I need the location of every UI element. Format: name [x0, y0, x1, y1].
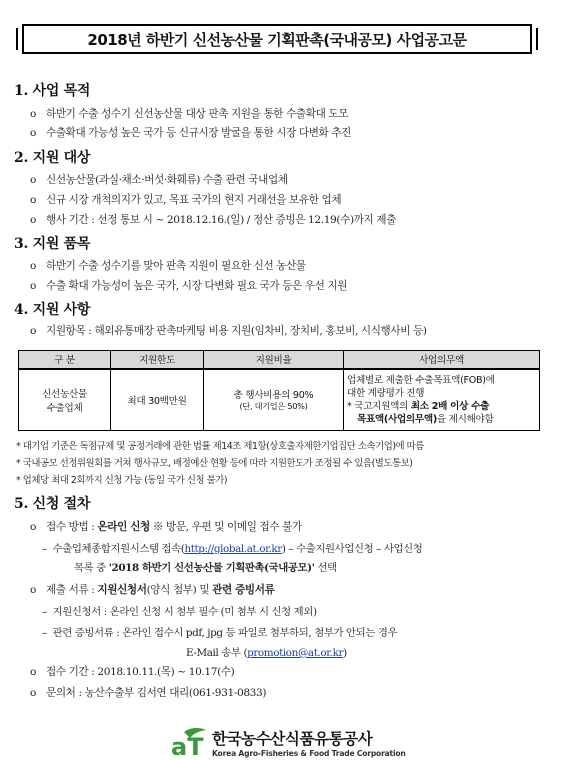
table-cell-limit: 최대 30백만원 [111, 369, 204, 431]
bullet-item: ο 수출확대 가능성 높은 국가 등 신규시장 발굴을 통한 시장 다변화 추진 [30, 127, 352, 139]
section-heading-procedure: 5. 신청 절차 [14, 496, 91, 512]
footnote: * 국내공모 선정위원회를 거쳐 행사규모, 배정예산 현황 등에 따라 지원한도가 조정될 수 있음(별도통보) [16, 458, 413, 469]
procedure-docs-detail: – 관련 증빙서류 : 온라인 접수시 pdf, jpg 등 파일로 첨부하되, 첨부가 안되는 경우 [42, 627, 398, 639]
section-heading-target: 2. 지원 대상 [14, 150, 91, 166]
footnote: * 대기업 기준은 독점규제 및 공정거래에 관한 법률 제14조 제1항(상호출자제한기업집단 소속기업)에 따름 [16, 441, 424, 452]
bullet-item: ο 행사 기간 : 선정 통보 시 ~ 2018.12.16.(일) / 정산 증빙은 12.19(수)까지 제출 [30, 214, 396, 226]
promotion-email-link[interactable]: promotion@at.or.kr [247, 647, 344, 659]
procedure-docs-detail: – 지원신청서 : 온라인 신청 시 첨부 필수 (미 첨부 시 신청 제외) [42, 606, 317, 618]
global-site-link[interactable]: http://global.at.or.kr [184, 543, 282, 555]
table-header-cell: 구 분 [19, 351, 111, 369]
bullet-item: ο 신규 시장 개척의지가 있고, 목표 국가의 현지 거래선을 보유한 업체 [30, 194, 342, 206]
footnote: * 업체당 최대 2회까지 신청 가능 (동일 국가 신청 불가) [16, 475, 228, 486]
procedure-docs: ο 제출 서류 : 지원신청서(양식 첨부) 및 관련 증빙서류 [30, 584, 275, 596]
logo-mark-text: aT [171, 733, 204, 758]
support-table [18, 350, 540, 431]
table-header-row [19, 351, 540, 369]
bullet-item: ο 수출 확대 가능성이 높은 국가, 시장 다변화 필요 국가 등은 우선 지원 [30, 280, 348, 292]
procedure-method-detail-cont: 목록 중 '2018 하반기 신선농산물 기획판촉(국내공모)' 선택 [74, 562, 337, 574]
procedure-period: ο 접수 기간 : 2018.10.11.(목) ~ 10.17(수) [30, 666, 235, 678]
table-header-cell: 사업의무액 [344, 351, 540, 369]
page-title [22, 24, 532, 54]
bullet-item: ο 지원항목 : 해외유통매장 판촉마케팅 비용 지원(임차비, 장치비, 홍보비, 시식행사비 등) [30, 325, 427, 337]
table-row [19, 369, 540, 431]
bullet-item: ο 하반기 수출 성수기를 맞아 판촉 지원이 필요한 신선 농산물 [30, 260, 306, 272]
right-margin-mark [536, 28, 538, 50]
section-heading-items: 3. 지원 품목 [14, 236, 91, 252]
section-heading-support: 4. 지원 사항 [14, 302, 91, 318]
bullet-item: ο 하반기 수출 성수기 신선농산물 대상 판촉 지원을 통한 수출확대 도모 [30, 108, 349, 120]
table-cell-ratio: 총 행사비용의 90% (단, 대기업은 50%) [204, 369, 344, 431]
procedure-contact: ο 문의처 : 농산수출부 김서연 대리(061-931-0833) [30, 687, 267, 699]
left-margin-mark [16, 28, 18, 50]
table-header-cell: 지원비율 [204, 351, 344, 369]
table-cell-category: 신선농산물 수출업체 [19, 369, 111, 431]
section-heading-purpose: 1. 사업 목적 [14, 83, 91, 99]
table-cell-duty: 업체별로 제출한 수출목표액(FOB)에 대한 계량평가 진행 * 국고지원액의 최소 2배 이상 수출 목표액(사업의무액)을 제시해야함 [344, 369, 540, 431]
bullet-item: ο 신선농산물(과실·채소·버섯·화훼류) 수출 관련 국내업체 [30, 174, 288, 186]
organization-name-english: Korea Agro-Fisheries & Food Trade Corporation [212, 748, 406, 758]
at-logo-icon [170, 726, 210, 758]
table-header-cell: 지원한도 [111, 351, 204, 369]
procedure-method: ο 접수 방법 : 온라인 신청 ※ 방문, 우편 및 이메일 접수 불가 [30, 521, 302, 533]
organization-name-korean: 한국농수산식품유통공사 [212, 729, 373, 748]
procedure-method-detail: – 수출업체종합지원시스템 접속(http://global.at.or.kr) – 수출지원사업신청 – 사업신청 [42, 543, 423, 555]
procedure-docs-email: E-Mail 송부 (promotion@at.or.kr) [186, 647, 347, 659]
organization-logo [170, 726, 406, 758]
page-title-text: 2018년 하반기 신선농산물 기획판촉(국내공모) 사업공고문 [87, 30, 467, 49]
